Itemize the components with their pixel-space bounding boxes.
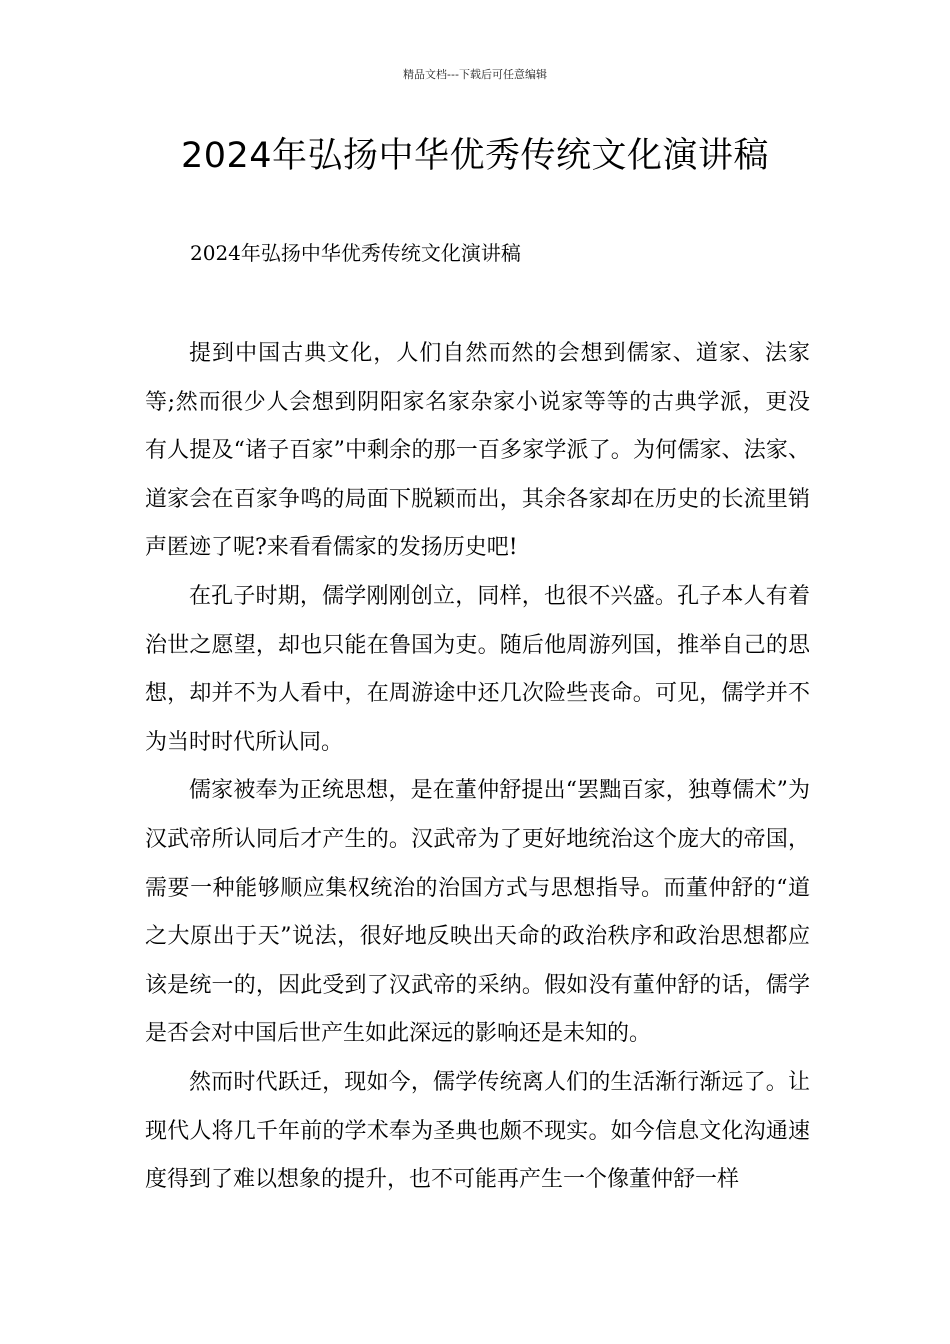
document-title: 2024年弘扬中华优秀传统文化演讲稿 (180, 136, 770, 176)
paragraph-1: 提到中国古典文化，人们自然而然的会想到儒家、道家、法家等;然而很少人会想到阴阳家名家杂家小说家等等的古典学派，更没有人提及“诸子百家”中剩余的那一百多家学派了。为何儒家、法家、道家会在百家争鸣的局面下脱颖而出，其余各家却在历史的长流里销声匿迹了呢?来看看儒家的发扬历史吧! (145, 341, 810, 561)
paragraph-3: 儒家被奉为正统思想，是在董仲舒提出“罢黜百家，独尊儒术”为汉武帝所认同后才产生的。汉武帝为了更好地统治这个庞大的帝国，需要一种能够顺应集权统治的治国方式与思想指导。而董仲舒的“道之大原出于天”说法，很好地反映出天命的政治秩序和政治思想都应该是统一的，因此受到了汉武帝的采纳。假如没有董仲舒的话，儒学是否会对中国后世产生如此深远的影响还是未知的。 (145, 778, 810, 1047)
header-note: 精品文档---下载后可任意编辑 (403, 68, 547, 81)
paragraph-2: 在孔子时期，儒学刚刚创立，同样，也很不兴盛。孔子本人有着治世之愿望，却也只能在鲁国为吏。随后他周游列国，推举自己的思想，却并不为人看中，在周游途中还几次险些丧命。可见，儒学并不为当时时代所认同。 (145, 583, 810, 755)
document-subtitle: 2024年弘扬中华优秀传统文化演讲稿 (190, 241, 521, 265)
document-body (145, 330, 810, 1205)
paragraph-4: 然而时代跃迁，现如今，儒学传统离人们的生活渐行渐远了。让现代人将几千年前的学术奉为圣典也颇不现实。如今信息文化沟通速度得到了难以想象的提升，也不可能再产生一个像董仲舒一样 (145, 1069, 810, 1193)
